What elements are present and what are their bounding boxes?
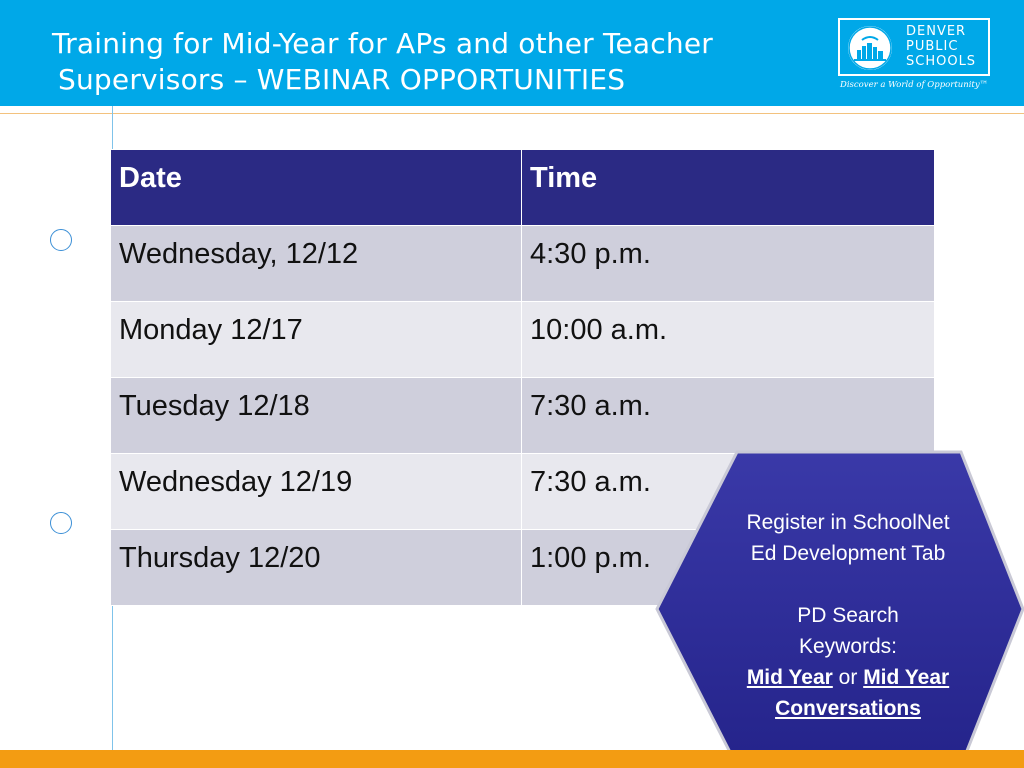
logo-line-1: DENVER: [906, 24, 967, 39]
logo-skyline-icon: [848, 26, 892, 70]
logo-line-3: SCHOOLS: [906, 54, 977, 69]
keyword-mid-year: Mid Year: [746, 666, 833, 689]
table-row: [111, 226, 935, 302]
logo-line-2: PUBLIC: [906, 39, 959, 54]
registration-callout: [655, 449, 1024, 768]
callout-line-4: Keywords:: [798, 635, 898, 658]
keyword-mid-year-conversations-part1: Mid Year: [863, 666, 950, 689]
date-cell: Monday 12/17: [111, 302, 522, 378]
logo-frame: [838, 18, 990, 76]
date-cell: Wednesday, 12/12: [111, 226, 522, 302]
callout-line-2: Ed Development Tab: [750, 542, 946, 565]
callout-line-1: Register in SchoolNet: [746, 511, 950, 534]
table-header-row: [111, 150, 935, 226]
callout-spacer: [695, 569, 1001, 600]
slide-title: [52, 26, 832, 98]
date-cell: Tuesday 12/18: [111, 378, 522, 454]
footer-band: [0, 750, 1024, 768]
header-divider: [0, 113, 1024, 114]
callout-keywords-line-2: [695, 693, 1001, 724]
title-line-1: Training for Mid-Year for APs and other Teacher: [52, 27, 713, 60]
callout-keywords-line: [695, 662, 1001, 693]
logo-wordmark: [906, 24, 990, 69]
table-row: [111, 378, 935, 454]
logo-tagline: Discover a World of Opportunity™: [840, 80, 989, 90]
slide-header: [0, 0, 1024, 106]
time-cell: 10:00 a.m.: [522, 302, 935, 378]
time-cell: 7:30 a.m.: [522, 378, 935, 454]
bullet-circle-icon: [50, 229, 72, 251]
time-cell: 4:30 p.m.: [522, 226, 935, 302]
date-cell: Thursday 12/20: [111, 530, 522, 606]
time-cell: 1:00 p.m.: [522, 530, 935, 606]
keyword-connector: or: [838, 666, 858, 689]
title-line-2: Supervisors – WEBINAR OPPORTUNITIES: [58, 63, 626, 96]
column-header-time: Time: [522, 150, 935, 226]
time-cell: 7:30 a.m.: [522, 454, 935, 530]
table-row: [111, 302, 935, 378]
callout-line-3: PD Search: [797, 604, 899, 627]
dps-logo: [838, 18, 1008, 98]
callout-text: [695, 507, 1001, 724]
bullet-circle-icon: [50, 512, 72, 534]
column-header-date: Date: [111, 150, 522, 226]
keyword-mid-year-conversations-part2: Conversations: [775, 697, 921, 720]
date-cell: Wednesday 12/19: [111, 454, 522, 530]
